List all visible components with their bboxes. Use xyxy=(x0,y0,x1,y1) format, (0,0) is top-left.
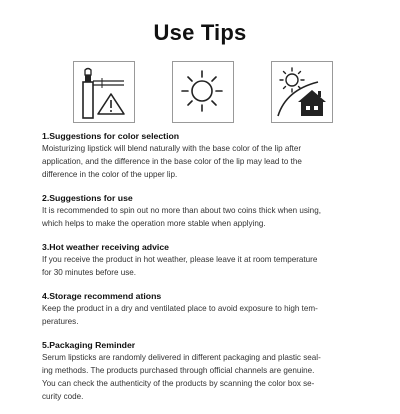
tip-body xyxy=(42,302,367,328)
tip-line: Moisturizing lipstick will blend naturally with the base color of the lip after xyxy=(42,144,302,153)
tip-line: which helps to make the operation more stable when applying. xyxy=(42,219,266,228)
tip-line: peratures. xyxy=(42,317,79,326)
tip-heading: 4.Storage recommend ations xyxy=(42,291,162,301)
tip-section-color-selection xyxy=(42,130,367,181)
tip-line: curity code. xyxy=(42,392,84,401)
tip-line: for 30 minutes before use. xyxy=(42,268,137,277)
tip-heading: 2.Suggestions for use xyxy=(42,193,133,203)
sun-house-icon xyxy=(271,61,333,123)
tip-line: Serum lipsticks are randomly delivered in different packaging and plastic seal- xyxy=(42,353,321,362)
tip-section-packaging xyxy=(42,339,367,403)
tip-body xyxy=(42,142,367,181)
tip-heading: 5.Packaging Reminder xyxy=(42,340,136,350)
tip-line: difference in the color of the upper lip. xyxy=(42,170,178,179)
tip-section-storage xyxy=(42,290,367,328)
tip-heading: 3.Hot weather receiving advice xyxy=(42,242,169,252)
tip-line: If you receive the product in hot weather, please leave it at room temperature xyxy=(42,255,318,264)
tip-section-hot-weather xyxy=(42,241,367,279)
tip-body xyxy=(42,351,367,403)
tips-sections xyxy=(42,130,367,414)
tip-line: Keep the product in a dry and ventilated place to avoid exposure to high tem- xyxy=(42,304,318,313)
tip-line: ing methods. The products purchased through official channels are genuine. xyxy=(42,366,315,375)
page-title: Use Tips xyxy=(153,20,247,45)
tip-line: It is recommended to spin out no more than about two coins thick when using, xyxy=(42,206,321,215)
lipstick-heat-warning-icon xyxy=(73,61,135,123)
tip-line: application, and the difference in the base color of the lip may lead to the xyxy=(42,157,302,166)
tip-section-use xyxy=(42,192,367,230)
tip-heading: 1.Suggestions for color selection xyxy=(42,131,180,141)
sun-icon xyxy=(172,61,234,123)
tip-line: You can check the authenticity of the products by scanning the color box se- xyxy=(42,379,315,388)
tip-body xyxy=(42,253,367,279)
tip-body xyxy=(42,204,367,230)
